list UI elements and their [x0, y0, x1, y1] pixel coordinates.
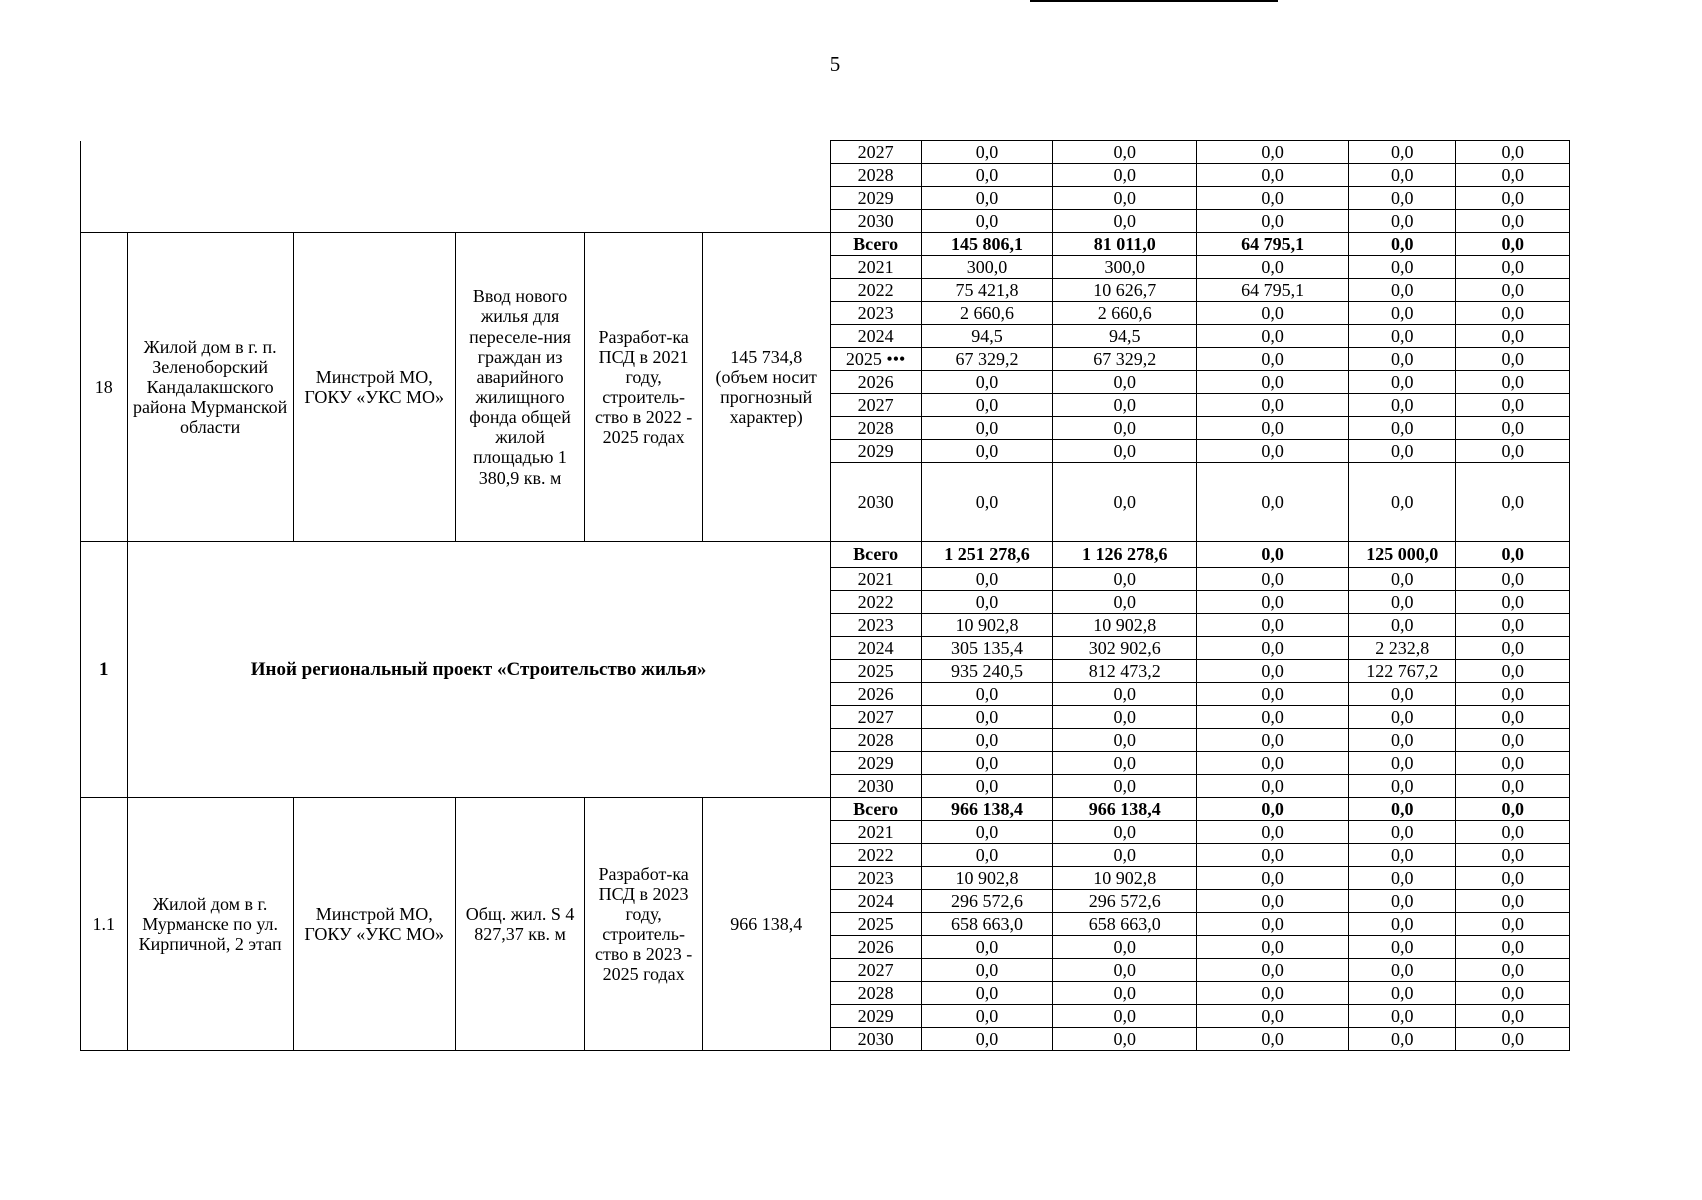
- value-cell: 0,0: [1197, 371, 1349, 394]
- value-cell: 0,0: [1197, 187, 1349, 210]
- value-cell: 0,0: [1349, 233, 1456, 256]
- year-cell: 2030: [830, 775, 921, 798]
- value-cell: 10 902,8: [921, 867, 1053, 890]
- value-cell: 0,0: [1349, 729, 1456, 752]
- value-cell: 0,0: [921, 683, 1053, 706]
- year-cell: 2029: [830, 1005, 921, 1028]
- year-cell: Всего: [830, 542, 921, 568]
- year-cell: 2024: [830, 637, 921, 660]
- table-row: [81, 542, 1570, 568]
- value-cell: 0,0: [1197, 890, 1349, 913]
- value-cell: 966 138,4: [921, 798, 1053, 821]
- value-cell: 966 138,4: [1053, 798, 1197, 821]
- value-cell: 0,0: [1197, 752, 1349, 775]
- project-title: Иной региональный проект «Строительство жилья»: [127, 542, 830, 798]
- value-cell: 0,0: [1197, 141, 1349, 164]
- value-cell: 0,0: [1197, 164, 1349, 187]
- year-cell: 2024: [830, 325, 921, 348]
- value-cell: 0,0: [1456, 821, 1570, 844]
- value-cell: 0,0: [1349, 302, 1456, 325]
- year-cell: 2023: [830, 302, 921, 325]
- value-cell: 0,0: [1197, 867, 1349, 890]
- value-cell: 0,0: [1456, 417, 1570, 440]
- value-cell: 302 902,6: [1053, 637, 1197, 660]
- value-cell: 300,0: [1053, 256, 1197, 279]
- value-cell: 0,0: [921, 844, 1053, 867]
- value-cell: 0,0: [921, 568, 1053, 591]
- value-cell: 2 232,8: [1349, 637, 1456, 660]
- value-cell: 75 421,8: [921, 279, 1053, 302]
- year-cell: 2023: [830, 614, 921, 637]
- value-cell: 0,0: [1349, 463, 1456, 542]
- value-cell: 0,0: [1197, 1028, 1349, 1051]
- value-cell: 0,0: [1456, 1005, 1570, 1028]
- value-cell: 0,0: [1349, 982, 1456, 1005]
- value-cell: 0,0: [1456, 614, 1570, 637]
- value-cell: 0,0: [1349, 775, 1456, 798]
- year-cell: 2025: [830, 660, 921, 683]
- value-cell: 0,0: [1349, 890, 1456, 913]
- value-cell: 0,0: [1053, 683, 1197, 706]
- year-cell: 2026: [830, 371, 921, 394]
- value-cell: 0,0: [1053, 210, 1197, 233]
- value-cell: 0,0: [921, 1028, 1053, 1051]
- value-cell: 0,0: [1197, 302, 1349, 325]
- value-cell: 0,0: [1456, 936, 1570, 959]
- value-cell: 67 329,2: [1053, 348, 1197, 371]
- value-cell: 0,0: [1349, 1028, 1456, 1051]
- value-cell: 0,0: [1197, 210, 1349, 233]
- value-cell: 0,0: [1456, 591, 1570, 614]
- value-cell: 0,0: [1456, 1028, 1570, 1051]
- value-cell: 0,0: [1349, 614, 1456, 637]
- year-cell: 2028: [830, 729, 921, 752]
- value-cell: 0,0: [1197, 440, 1349, 463]
- value-cell: 0,0: [1456, 683, 1570, 706]
- year-cell: 2023: [830, 867, 921, 890]
- continuation-blank: [81, 141, 831, 233]
- responsible-executor: Минстрой МО, ГОКУ «УКС МО»: [293, 798, 455, 1051]
- stage-description: Разработ-ка ПСД в 2021 году, строитель-ство в 2022 - 2025 годах: [585, 233, 702, 542]
- value-cell: 2 660,6: [1053, 302, 1197, 325]
- value-cell: 0,0: [921, 729, 1053, 752]
- year-cell: 2026: [830, 936, 921, 959]
- value-cell: 0,0: [1349, 417, 1456, 440]
- value-cell: 0,0: [1197, 775, 1349, 798]
- item-number: 1.1: [81, 798, 128, 1051]
- value-cell: 0,0: [921, 394, 1053, 417]
- value-cell: 0,0: [1456, 798, 1570, 821]
- value-cell: 0,0: [1053, 1005, 1197, 1028]
- value-cell: 0,0: [1456, 279, 1570, 302]
- object-name: Жилой дом в г. п. Зеленоборский Кандалакшского района Мурманской области: [127, 233, 293, 542]
- value-cell: 0,0: [1456, 637, 1570, 660]
- value-cell: 296 572,6: [1053, 890, 1197, 913]
- value-cell: 0,0: [1456, 844, 1570, 867]
- value-cell: 0,0: [1053, 706, 1197, 729]
- value-cell: 0,0: [1456, 752, 1570, 775]
- value-cell: 0,0: [921, 936, 1053, 959]
- value-cell: 94,5: [921, 325, 1053, 348]
- value-cell: 125 000,0: [1349, 542, 1456, 568]
- value-cell: 0,0: [1053, 463, 1197, 542]
- value-cell: 0,0: [1197, 637, 1349, 660]
- value-cell: 0,0: [1349, 752, 1456, 775]
- value-cell: 0,0: [1197, 913, 1349, 936]
- value-cell: 0,0: [1456, 233, 1570, 256]
- value-cell: 0,0: [1197, 660, 1349, 683]
- value-cell: 0,0: [1053, 844, 1197, 867]
- value-cell: 0,0: [1349, 1005, 1456, 1028]
- expected-result: Ввод нового жилья для переселе-ния граждан из аварийного жилищного фонда общей жилой площадью 1 380,9 кв. м: [455, 233, 585, 542]
- value-cell: 1 251 278,6: [921, 542, 1053, 568]
- value-cell: 0,0: [1053, 394, 1197, 417]
- value-cell: 0,0: [1456, 325, 1570, 348]
- value-cell: 0,0: [1197, 798, 1349, 821]
- value-cell: 0,0: [1197, 325, 1349, 348]
- expected-result: Общ. жил. S 4 827,37 кв. м: [455, 798, 585, 1051]
- year-cell: 2022: [830, 591, 921, 614]
- value-cell: 0,0: [1456, 164, 1570, 187]
- value-cell: 0,0: [1053, 568, 1197, 591]
- value-cell: 0,0: [1456, 440, 1570, 463]
- value-cell: 812 473,2: [1053, 660, 1197, 683]
- value-cell: 0,0: [1349, 706, 1456, 729]
- value-cell: 0,0: [1349, 913, 1456, 936]
- value-cell: 0,0: [1197, 256, 1349, 279]
- value-cell: 0,0: [1456, 302, 1570, 325]
- year-cell: Всего: [830, 798, 921, 821]
- value-cell: 0,0: [1456, 210, 1570, 233]
- table-row: [81, 233, 1570, 256]
- value-cell: 0,0: [1053, 775, 1197, 798]
- value-cell: 0,0: [921, 210, 1053, 233]
- value-cell: 0,0: [1349, 279, 1456, 302]
- value-cell: 658 663,0: [921, 913, 1053, 936]
- year-cell: 2026: [830, 683, 921, 706]
- value-cell: 0,0: [1349, 348, 1456, 371]
- value-cell: 0,0: [1053, 417, 1197, 440]
- year-cell: 2027: [830, 706, 921, 729]
- value-cell: 122 767,2: [1349, 660, 1456, 683]
- value-cell: 0,0: [1349, 394, 1456, 417]
- year-cell: 2027: [830, 959, 921, 982]
- value-cell: 0,0: [1456, 959, 1570, 982]
- value-cell: 0,0: [1349, 591, 1456, 614]
- value-cell: 10 902,8: [1053, 867, 1197, 890]
- value-cell: 0,0: [1197, 348, 1349, 371]
- value-cell: 0,0: [1349, 440, 1456, 463]
- value-cell: 2 660,6: [921, 302, 1053, 325]
- year-cell: 2028: [830, 164, 921, 187]
- value-cell: 0,0: [1456, 660, 1570, 683]
- value-cell: 0,0: [1456, 729, 1570, 752]
- value-cell: 0,0: [1349, 867, 1456, 890]
- value-cell: 0,0: [1456, 394, 1570, 417]
- year-cell: 2024: [830, 890, 921, 913]
- estimated-cost: 966 138,4: [702, 798, 830, 1051]
- value-cell: 0,0: [921, 1005, 1053, 1028]
- value-cell: 296 572,6: [921, 890, 1053, 913]
- year-cell: 2022: [830, 279, 921, 302]
- value-cell: 0,0: [1456, 982, 1570, 1005]
- value-cell: 0,0: [1456, 913, 1570, 936]
- value-cell: 0,0: [1349, 959, 1456, 982]
- value-cell: 0,0: [1349, 187, 1456, 210]
- value-cell: 0,0: [921, 706, 1053, 729]
- year-cell: 2030: [830, 1028, 921, 1051]
- value-cell: 0,0: [1053, 187, 1197, 210]
- value-cell: 0,0: [1197, 959, 1349, 982]
- top-rule: [1030, 0, 1278, 2]
- value-cell: 0,0: [921, 141, 1053, 164]
- value-cell: 67 329,2: [921, 348, 1053, 371]
- value-cell: 0,0: [1349, 141, 1456, 164]
- year-cell: 2029: [830, 187, 921, 210]
- value-cell: 0,0: [1197, 1005, 1349, 1028]
- value-cell: 0,0: [921, 187, 1053, 210]
- value-cell: 0,0: [1197, 706, 1349, 729]
- value-cell: 0,0: [1053, 141, 1197, 164]
- value-cell: 0,0: [1349, 568, 1456, 591]
- year-cell: 2029: [830, 440, 921, 463]
- value-cell: 0,0: [921, 752, 1053, 775]
- year-cell: 2025 •••: [830, 348, 921, 371]
- year-cell: 2027: [830, 141, 921, 164]
- value-cell: 0,0: [1349, 844, 1456, 867]
- year-cell: 2021: [830, 821, 921, 844]
- year-cell: Всего: [830, 233, 921, 256]
- value-cell: 0,0: [921, 591, 1053, 614]
- finance-table: [80, 140, 1570, 1051]
- year-cell: 2027: [830, 394, 921, 417]
- year-cell: 2030: [830, 210, 921, 233]
- value-cell: 0,0: [921, 417, 1053, 440]
- value-cell: 0,0: [1053, 729, 1197, 752]
- value-cell: 0,0: [1349, 936, 1456, 959]
- value-cell: 94,5: [1053, 325, 1197, 348]
- value-cell: 0,0: [1197, 463, 1349, 542]
- value-cell: 0,0: [1349, 164, 1456, 187]
- value-cell: 0,0: [1053, 440, 1197, 463]
- value-cell: 0,0: [1197, 821, 1349, 844]
- value-cell: 0,0: [1053, 591, 1197, 614]
- value-cell: 0,0: [1053, 936, 1197, 959]
- table-row: [81, 798, 1570, 821]
- year-cell: 2025: [830, 913, 921, 936]
- value-cell: 658 663,0: [1053, 913, 1197, 936]
- value-cell: 64 795,1: [1197, 233, 1349, 256]
- value-cell: 10 626,7: [1053, 279, 1197, 302]
- page-number: 5: [829, 52, 841, 76]
- value-cell: 0,0: [1197, 394, 1349, 417]
- year-cell: 2022: [830, 844, 921, 867]
- value-cell: 0,0: [921, 440, 1053, 463]
- value-cell: 305 135,4: [921, 637, 1053, 660]
- value-cell: 0,0: [1053, 821, 1197, 844]
- value-cell: 0,0: [1197, 614, 1349, 637]
- value-cell: 145 806,1: [921, 233, 1053, 256]
- value-cell: 0,0: [1197, 844, 1349, 867]
- table-row: [81, 141, 1570, 164]
- value-cell: 0,0: [1053, 959, 1197, 982]
- value-cell: 0,0: [921, 371, 1053, 394]
- value-cell: 0,0: [1197, 729, 1349, 752]
- stage-description: Разработ-ка ПСД в 2023 году, строитель-ство в 2023 - 2025 годах: [585, 798, 702, 1051]
- value-cell: 10 902,8: [921, 614, 1053, 637]
- value-cell: 0,0: [1053, 371, 1197, 394]
- value-cell: 0,0: [1456, 542, 1570, 568]
- value-cell: 0,0: [1053, 1028, 1197, 1051]
- value-cell: 0,0: [1456, 890, 1570, 913]
- value-cell: 0,0: [921, 982, 1053, 1005]
- value-cell: 64 795,1: [1197, 279, 1349, 302]
- value-cell: 0,0: [1197, 982, 1349, 1005]
- value-cell: 0,0: [1349, 798, 1456, 821]
- estimated-cost: 145 734,8 (объем носит прогнозный характер): [702, 233, 830, 542]
- value-cell: 300,0: [921, 256, 1053, 279]
- value-cell: 0,0: [1349, 821, 1456, 844]
- value-cell: 0,0: [1197, 542, 1349, 568]
- year-cell: 2021: [830, 256, 921, 279]
- year-cell: 2028: [830, 982, 921, 1005]
- value-cell: 0,0: [921, 959, 1053, 982]
- value-cell: 0,0: [1349, 256, 1456, 279]
- value-cell: 0,0: [1349, 683, 1456, 706]
- value-cell: 0,0: [1456, 775, 1570, 798]
- value-cell: 10 902,8: [1053, 614, 1197, 637]
- value-cell: 81 011,0: [1053, 233, 1197, 256]
- value-cell: 0,0: [1456, 256, 1570, 279]
- value-cell: 0,0: [1456, 568, 1570, 591]
- value-cell: 0,0: [1456, 187, 1570, 210]
- responsible-executor: Минстрой МО, ГОКУ «УКС МО»: [293, 233, 455, 542]
- value-cell: 0,0: [1197, 683, 1349, 706]
- value-cell: 0,0: [1053, 982, 1197, 1005]
- value-cell: 0,0: [1197, 936, 1349, 959]
- value-cell: 0,0: [1456, 867, 1570, 890]
- value-cell: 0,0: [1197, 568, 1349, 591]
- value-cell: 0,0: [921, 164, 1053, 187]
- object-name: Жилой дом в г. Мурманске по ул. Кирпичной, 2 этап: [127, 798, 293, 1051]
- value-cell: 0,0: [1349, 371, 1456, 394]
- value-cell: 935 240,5: [921, 660, 1053, 683]
- value-cell: 0,0: [1456, 348, 1570, 371]
- value-cell: 0,0: [1053, 164, 1197, 187]
- value-cell: 0,0: [1197, 591, 1349, 614]
- year-cell: 2030: [830, 463, 921, 542]
- value-cell: 0,0: [1456, 371, 1570, 394]
- value-cell: 0,0: [1349, 210, 1456, 233]
- value-cell: 0,0: [1456, 141, 1570, 164]
- item-number: 18: [81, 233, 128, 542]
- value-cell: 0,0: [1456, 463, 1570, 542]
- year-cell: 2028: [830, 417, 921, 440]
- value-cell: 0,0: [1456, 706, 1570, 729]
- value-cell: 0,0: [1349, 325, 1456, 348]
- value-cell: 0,0: [921, 821, 1053, 844]
- year-cell: 2029: [830, 752, 921, 775]
- value-cell: 1 126 278,6: [1053, 542, 1197, 568]
- value-cell: 0,0: [921, 775, 1053, 798]
- value-cell: 0,0: [921, 463, 1053, 542]
- year-cell: 2021: [830, 568, 921, 591]
- value-cell: 0,0: [1053, 752, 1197, 775]
- project-number: 1: [81, 542, 128, 798]
- value-cell: 0,0: [1197, 417, 1349, 440]
